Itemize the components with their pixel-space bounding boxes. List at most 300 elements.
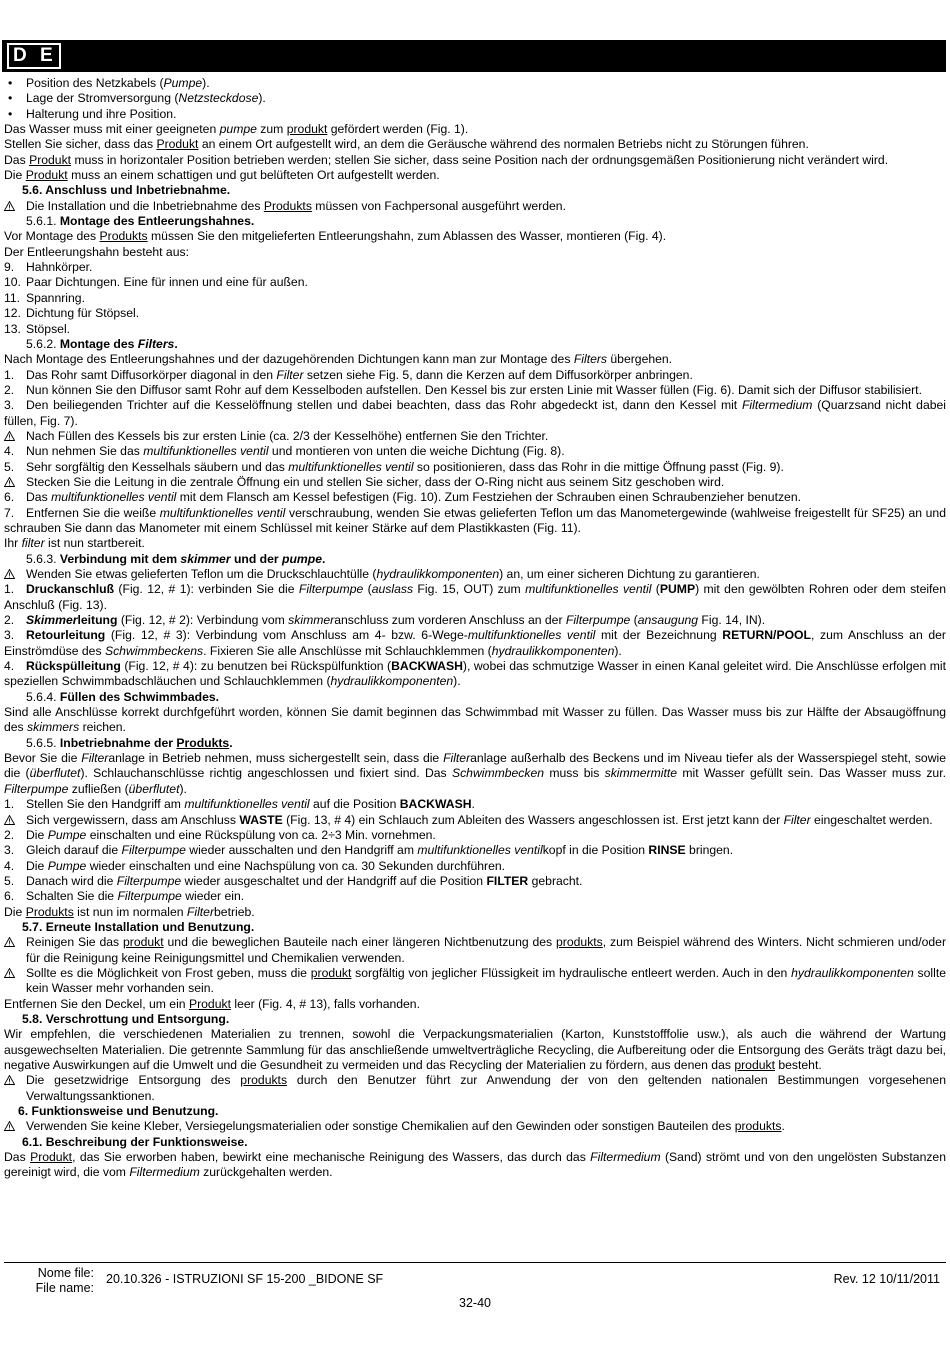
text-run: verschraubung, wenden Sie etwas gelieferten Teflon um das Manometergewinde (wahlweise freigestellt für SF25) an und schrauben Sie dann das Manometer mit einem Schlüssel mit keiner Stärke auf dem Plastikkasten (Fig. 11). bbox=[4, 505, 946, 535]
text-run: BACKWASH bbox=[399, 797, 472, 812]
list-item bbox=[4, 91, 946, 106]
list-item bbox=[4, 843, 946, 858]
text-run: , zum Beispiel während des Winters. Nicht schmieren und/oder für die Reinigung keine Reinigungsmittel und Chemikalien verwenden. bbox=[26, 935, 947, 965]
text-run: Produkt bbox=[156, 137, 199, 152]
text-run: 1. bbox=[4, 797, 15, 812]
text-run: Das Rohr samt Diffusorkörper diagonal in den bbox=[26, 367, 277, 382]
text-run: Hahnkörper. bbox=[26, 260, 93, 275]
text-run: multifunktionelles ventil bbox=[288, 459, 414, 474]
text-run: ), wobei das schmutzige Wasser in einen Kanal geleitet wird. Die Anschlüsse erfolgen mit speziellen Schwimmbadschläuchen und Schlauchklemmen ( bbox=[4, 659, 947, 689]
list-item bbox=[4, 368, 946, 383]
section-heading: 6.1. Beschreibung der Funktionsweise. bbox=[22, 1134, 248, 1149]
text: ). bbox=[202, 76, 210, 90]
subsection-heading bbox=[4, 690, 946, 705]
text-run: produkts bbox=[240, 1073, 288, 1088]
text-run: Schwimmbecken bbox=[451, 766, 545, 781]
text-run: Fig. 15, OUT) zum bbox=[413, 582, 526, 597]
text-run: , zum Anschluss an der Einströmdüse des bbox=[4, 628, 946, 658]
text-run: ). bbox=[179, 781, 187, 796]
text-run: ). Schlauchanschlüsse richtig angeschlossen und fixiert sind. Das bbox=[80, 766, 452, 781]
text-run: 2. bbox=[4, 382, 15, 397]
paragraph bbox=[4, 168, 946, 183]
text-run: leer (Fig. 4, # 13), falls vorhanden. bbox=[230, 996, 420, 1011]
text-run: Bevor Sie die bbox=[4, 751, 82, 766]
text-run: . bbox=[471, 797, 475, 812]
warning-triangle-icon bbox=[4, 201, 16, 211]
text-run: skimmer bbox=[288, 613, 335, 628]
text-run: Montage des Entleerungshahnes. bbox=[59, 214, 255, 229]
list-item bbox=[4, 874, 946, 889]
list-item bbox=[4, 291, 946, 306]
subsection-heading bbox=[4, 214, 946, 229]
text-run: PUMP bbox=[659, 582, 696, 597]
text-run: wieder ausschalten und den Handgriff am bbox=[185, 843, 418, 858]
text-run: 13. bbox=[4, 321, 21, 336]
text-run: zufließen ( bbox=[68, 781, 129, 796]
text-run: Pumpe bbox=[47, 858, 87, 873]
text-run: 5.6.4. bbox=[26, 689, 60, 704]
text-run: Filter bbox=[186, 904, 215, 919]
text-run: multifunktionelles ventil bbox=[467, 628, 596, 643]
section-heading: 6. Funktionsweise und Benutzung. bbox=[18, 1104, 219, 1119]
text-run: RETURN/POOL bbox=[722, 628, 811, 643]
text-run: Sehr sorgfältig den Kesselhals säubern und das bbox=[26, 459, 289, 474]
text-run: , das Sie erworben haben, bewirkt eine mechanische Reinigung des Wassers, das durch das bbox=[72, 1150, 591, 1165]
text-run: Paar Dichtungen. Eine für innen und eine für außen. bbox=[26, 275, 308, 290]
paragraph bbox=[4, 905, 946, 920]
text-run: ) mit den gewölbten Rohren oder dem steifen Anschluß (Fig. 13). bbox=[4, 582, 946, 612]
text-run: ( bbox=[651, 582, 660, 597]
subsection-heading bbox=[4, 337, 946, 352]
text-run: setzen siehe Fig. 5, dann die Kerzen auf dem Diffusorkörper anbringen. bbox=[303, 367, 693, 382]
page-number: 32-40 bbox=[459, 1296, 491, 1310]
text: ). bbox=[258, 91, 266, 106]
text-run: auf die Position bbox=[309, 797, 400, 812]
text-run: zum bbox=[256, 122, 287, 137]
text-run: Filter bbox=[81, 751, 109, 766]
text-run: muss in horizontaler Position betrieben werden; stellen Sie sicher, dass seine Position nach der ordnungsgemäßen Positionierung nicht verändert wird. bbox=[71, 152, 889, 167]
text-run: reichen. bbox=[79, 720, 126, 735]
text-run: multifunktionelles ventil bbox=[184, 797, 310, 812]
text-run: Verwenden Sie keine Kleber, Versiegelungsmaterialien oder sonstige Chemikalien auf den Gewinden oder sonstigen Bauteilen des bbox=[26, 1119, 735, 1134]
text-run: multifunktionelles ventil bbox=[159, 505, 286, 520]
text-run: Die bbox=[26, 858, 48, 873]
text-run: Filterpumpe bbox=[117, 889, 182, 904]
paragraph bbox=[4, 1150, 946, 1181]
text-run: 6. bbox=[4, 889, 15, 904]
text-run: hydraulikkomponenten bbox=[330, 674, 454, 689]
text-run: Das bbox=[26, 490, 52, 505]
list-item bbox=[4, 76, 946, 91]
warning-note bbox=[4, 429, 946, 444]
text: Pumpe bbox=[163, 76, 203, 90]
text-run: 5. bbox=[4, 459, 15, 474]
text-run: überflutet bbox=[29, 766, 81, 781]
list-item bbox=[4, 613, 946, 628]
text-run: Skimmer bbox=[26, 613, 78, 628]
text-run: mit der Bezeichnung bbox=[595, 628, 723, 643]
text-run: Sich vergewissern, dass am Anschluss bbox=[26, 812, 240, 827]
text-run: Nach Füllen des Kessels bis zur ersten Linie (ca. 2/3 der Kesselhöhe) entfernen Sie den Trichter. bbox=[26, 428, 549, 443]
list-item bbox=[4, 828, 946, 843]
text-run: an einem Ort aufgestellt wird, an dem die Geräusche während des normalen Betriebs nicht zu Störungen führen. bbox=[198, 137, 809, 152]
text-run: ) an, um einer sicheren Dichtung zu garantieren. bbox=[499, 567, 760, 581]
text-run: bringen. bbox=[685, 843, 734, 858]
text-run: 4. bbox=[4, 659, 15, 674]
text-run: skimmer bbox=[180, 551, 231, 566]
text-run: ist nun im normalen bbox=[73, 904, 187, 919]
list-item bbox=[4, 398, 946, 429]
paragraph bbox=[4, 137, 946, 152]
text-run: 6. bbox=[4, 490, 15, 505]
text-run: Die bbox=[26, 827, 48, 842]
text-run: Nun können Sie den Diffusor samt Rohr auf dem Kesselboden aufstellen. Den Kessel bis zur ersten Linie mit Wasser füllen (Fig. 6). Damit sich der Diffusor stabilisiert. bbox=[26, 382, 922, 397]
paragraph bbox=[4, 751, 946, 797]
text-run: Die bbox=[4, 168, 26, 183]
list-item bbox=[4, 859, 946, 874]
text-run: Filtermedium bbox=[590, 1150, 661, 1165]
text-run: Sollte es die Möglichkeit von Frost geben, muss die bbox=[26, 965, 311, 980]
text-run: 10. bbox=[4, 275, 21, 290]
text-run: Den beiliegenden Trichter auf die Kesselöffnung stellen und dabei beachten, dass das Rohr abgedeckt ist, dann den Kessel mit bbox=[26, 398, 742, 413]
footer-revision: Rev. 12 10/11/2011 bbox=[833, 1272, 940, 1286]
text-run: Filterpumpe bbox=[116, 873, 182, 888]
warning-triangle-icon bbox=[4, 569, 16, 579]
bullet: • bbox=[8, 91, 13, 106]
text-run: produkt bbox=[310, 965, 352, 980]
text-run: 5. bbox=[4, 873, 15, 888]
text-run: WASTE bbox=[239, 812, 283, 827]
text-run: RINSE bbox=[648, 843, 686, 858]
text-run: eingeschaltet werden. bbox=[810, 812, 933, 827]
text-run: (Fig. 12, # 4): zu benutzen bei Rückspülfunktion ( bbox=[120, 659, 392, 674]
text-run: wieder ein. bbox=[181, 889, 245, 904]
text-run: (Sand) strömt und von den ungelösten Substanzen gereinigt wird, die vom bbox=[4, 1150, 946, 1180]
warning-note bbox=[4, 966, 946, 997]
warning-note bbox=[4, 813, 946, 828]
text-run: Filterpumpe bbox=[298, 582, 364, 597]
text-run: sollte kein Wasser mehr vorhanden sein. bbox=[26, 965, 946, 996]
text-run: BACKWASH bbox=[391, 659, 463, 674]
paragraph bbox=[4, 352, 946, 367]
text-run: Schwimmbeckens bbox=[104, 643, 204, 658]
text-run: anlage in Betrieb nehmen, muss sichergestellt sein, dass die bbox=[108, 751, 444, 766]
text-run: . Fixieren Sie alle Anschlüsse mit Schlauchklemmen ( bbox=[203, 643, 492, 658]
text: Netzsteckdose bbox=[178, 91, 259, 106]
footer-divider bbox=[4, 1262, 946, 1263]
text-run: gefördert werden (Fig. 1). bbox=[327, 122, 469, 137]
text-run: Schalten Sie die bbox=[26, 889, 118, 904]
text-run: Dichtung für Stöpsel. bbox=[26, 306, 140, 321]
text-run: ). bbox=[614, 643, 622, 658]
text-run: kopf in die Position bbox=[542, 843, 649, 858]
text-run: (Fig. 12, # 2): Verbindung vom bbox=[117, 613, 289, 628]
text-run: Die gesetzwidrige Entsorgung des bbox=[26, 1073, 241, 1088]
text-run: so positionieren, dass das Rohr in die mittige Öffnung passt (Fig. 9). bbox=[413, 459, 784, 474]
warning-note bbox=[4, 1119, 946, 1134]
text-run: filter bbox=[21, 536, 45, 551]
text-run: Gleich darauf die bbox=[26, 843, 122, 858]
text-run: Spannring. bbox=[26, 290, 85, 305]
text-run: Inbetriebnahme der bbox=[59, 735, 177, 750]
text-run: 1. bbox=[4, 582, 15, 597]
text-run: und montieren von unten die weiche Dichtung (Fig. 8). bbox=[268, 444, 565, 459]
text-run: 2. bbox=[4, 827, 15, 842]
text-run: Vor Montage des bbox=[4, 229, 100, 244]
text-run: Wir empfehlen, die verschiedenen Materialien zu trennen, sowohl die Verpackungsmaterialien (Karton, Kunststofffolie usw.), als auch die während der Wartung ausgewechselten Materialien. Die getrennte Sammlung für das anschließende umweltverträgliche Recycling, die Aufbereitung oder die Entsorgung des Geräts trägt dazu bei, negative Auswirkungen auf die Umwelt und die Gesundheit zu vermeiden und das Recycling der Materialien zu fördern, aus denen das bbox=[4, 1027, 946, 1072]
language-code: D E bbox=[9, 45, 59, 67]
text-run: Filters bbox=[573, 352, 608, 367]
text-run: Montage des bbox=[59, 336, 138, 351]
text-run: 1. bbox=[4, 367, 15, 382]
text-run: Stöpsel. bbox=[26, 321, 71, 336]
page-footer bbox=[0, 1262, 950, 1322]
text-run: ist nun startbereit. bbox=[44, 536, 145, 551]
text-run: Entfernen Sie die weiße bbox=[26, 505, 160, 520]
text-run: Das bbox=[4, 152, 30, 167]
text-run: müssen Sie den mitgelieferten Entleerungshahn, zum Ablassen des Wasser, montieren (Fig. 4). bbox=[147, 229, 667, 244]
text-run: ansaugung bbox=[637, 613, 699, 628]
text-run: Ihr bbox=[4, 536, 22, 551]
warning-note bbox=[4, 1073, 946, 1104]
text-run: pumpe bbox=[219, 122, 257, 137]
text-run: 11. bbox=[4, 290, 21, 305]
list-item bbox=[4, 306, 946, 321]
text-run: Danach wird die bbox=[26, 873, 117, 888]
list-item bbox=[4, 383, 946, 398]
list-item bbox=[4, 797, 946, 812]
paragraph bbox=[4, 229, 946, 244]
warning-note bbox=[4, 199, 946, 214]
text-run: 5.6.3. bbox=[26, 551, 60, 566]
text-run: Produkts bbox=[99, 229, 148, 244]
text-run: Das Wasser muss mit einer geeigneten bbox=[4, 122, 220, 137]
text-run: 4. bbox=[4, 444, 15, 459]
text-run: Druckanschluß bbox=[26, 582, 115, 597]
text-run: Stellen Sie sicher, dass das bbox=[4, 137, 157, 152]
text-run: skimmermitte bbox=[604, 766, 678, 781]
document-body bbox=[4, 76, 946, 1181]
text-run: einschalten und eine Rückspülung von ca. 2÷3 Min. vornehmen. bbox=[86, 827, 436, 842]
warning-triangle-icon bbox=[4, 1121, 16, 1131]
text-run: 12. bbox=[4, 306, 21, 321]
text: Position des Netzkabels ( bbox=[26, 76, 164, 90]
text-run: Filtermedium bbox=[129, 1165, 200, 1180]
warning-note bbox=[4, 475, 946, 490]
text-run: skimmers bbox=[27, 720, 80, 735]
text-run: Nun nehmen Sie das bbox=[26, 444, 144, 459]
text-run: hydraulikkomponenten bbox=[376, 567, 500, 581]
warning-triangle-icon bbox=[4, 968, 16, 978]
text-run: und der bbox=[230, 551, 283, 566]
text-run: überflutet bbox=[128, 781, 180, 796]
warning-triangle-icon bbox=[4, 477, 16, 487]
text-run: übergehen. bbox=[607, 352, 673, 367]
text-run: Filtermedium bbox=[741, 398, 813, 413]
text-run: produkt bbox=[122, 935, 164, 950]
text-run: Produkt bbox=[29, 152, 72, 167]
text-run: produkts bbox=[734, 1119, 782, 1134]
text-run: muss bis bbox=[544, 766, 605, 781]
text-run: Stecken Sie die Leitung in die zentrale Öffnung ein und stellen Sie sicher, dass der O-Ring nicht aus seinem Sitz geschoben wird. bbox=[26, 474, 725, 489]
text-run: und die beweglichen Bauteile nach einer längeren Nichtbenutzung des bbox=[163, 935, 557, 950]
text-run: Produkt bbox=[30, 1150, 73, 1165]
text-run: anlage außerhalb des Beckens und im Niveau tiefer als der Wasserspiegel steht, sowie die ( bbox=[4, 751, 946, 781]
text-run: Die Installation und die Inbetriebnahme des bbox=[26, 198, 264, 213]
text-run: multifunktionelles ventil bbox=[525, 582, 652, 597]
text-run: multifunktionelles ventil bbox=[143, 444, 269, 459]
text-run: (Fig. 13, # 4) ein Schlauch zum Ableiten des Wassers angeschlossen ist. Erst jetzt kann der bbox=[282, 812, 784, 827]
text-run: produkt bbox=[286, 122, 328, 137]
text-run: Produkts bbox=[176, 735, 230, 750]
paragraph bbox=[4, 122, 946, 137]
paragraph bbox=[4, 1027, 946, 1073]
text: Halterung und ihre Position. bbox=[26, 106, 177, 121]
text-run: hydraulikkomponenten bbox=[791, 965, 914, 980]
text-run: durch den Benutzer führt zur Anwendung der von den geltenden nationalen Bestimmungen vorgesehenen Verwaltungssanktionen. bbox=[26, 1073, 946, 1103]
text-run: 5.6.2. bbox=[26, 336, 60, 351]
text-run: Filterpumpe bbox=[4, 781, 69, 796]
text-run: Das bbox=[4, 1150, 31, 1165]
paragraph: Der Entleerungshahn besteht aus: bbox=[4, 244, 189, 259]
text-run: ( bbox=[363, 582, 372, 597]
text-run: Produkt bbox=[188, 996, 231, 1011]
text-run: auslass bbox=[371, 582, 414, 597]
language-code-box bbox=[7, 43, 61, 69]
text-run: mit Wasser gefüllt sein. Das Wasser muss zur. bbox=[677, 766, 946, 781]
list-item bbox=[4, 628, 946, 659]
text-run: Füllen des Schwimmbades. bbox=[59, 689, 220, 704]
text-run: Filterpumpe bbox=[121, 843, 186, 858]
text-run: müssen von Fachpersonal ausgeführt werden. bbox=[311, 198, 566, 213]
list-item bbox=[4, 889, 946, 904]
text-run: pumpe bbox=[282, 551, 322, 566]
text-run: Retourleitung bbox=[26, 628, 106, 643]
text-run: Rückspülleitung bbox=[26, 659, 121, 674]
text-run: anschluss zum vorderen Anschluss an der bbox=[334, 613, 566, 628]
text-run: zurückgehalten werden. bbox=[199, 1165, 333, 1180]
text-run: Entfernen Sie den Deckel, um ein bbox=[4, 996, 189, 1011]
list-item bbox=[4, 444, 946, 459]
paragraph bbox=[4, 536, 946, 551]
text-run: produkts bbox=[556, 935, 603, 950]
text-run: (Fig. 12, # 1): verbinden Sie die bbox=[114, 582, 299, 597]
list-item bbox=[4, 275, 946, 290]
text-run: produkt bbox=[734, 1058, 775, 1072]
paragraph bbox=[4, 997, 946, 1012]
paragraph bbox=[4, 153, 946, 168]
text-run: Stellen Sie den Handgriff am bbox=[26, 797, 185, 812]
section-heading: 5.6. Anschluss und Inbetriebnahme. bbox=[22, 183, 231, 198]
text-run: Produkt bbox=[25, 168, 68, 183]
text-run: Filter bbox=[443, 751, 471, 766]
text-run: besteht. bbox=[774, 1058, 822, 1072]
text-run: wieder einschalten und eine Nachspülung von ca. 30 Sekunden durchführen. bbox=[86, 858, 506, 873]
text-run: . bbox=[174, 336, 178, 351]
warning-note bbox=[4, 935, 946, 966]
text-run: mit dem Flansch am Kessel befestigen (Fig. 10). Zum Festziehen der Schrauben einen Schraubenzieher benutzen. bbox=[176, 490, 801, 505]
text-run: Wenden Sie etwas gelieferten Teflon um die Druckschlauchtülle ( bbox=[26, 567, 377, 581]
language-banner bbox=[2, 40, 946, 72]
text-run: hydraulikkomponenten bbox=[491, 643, 615, 658]
text-run: Die bbox=[4, 904, 26, 919]
warning-triangle-icon bbox=[4, 1075, 16, 1085]
list-item bbox=[4, 107, 946, 122]
subsection-heading bbox=[4, 552, 946, 567]
text-run: 7. bbox=[4, 505, 15, 520]
warning-note bbox=[4, 567, 946, 582]
text-run: 4. bbox=[4, 858, 15, 873]
text-run: 3. bbox=[4, 628, 15, 643]
list-item bbox=[4, 659, 946, 690]
text-run: Verbindung mit dem bbox=[59, 551, 181, 566]
text-run: Nach Montage des Entleerungshahnes und der dazugehörenden Dichtungen kann man zur Montage des bbox=[4, 352, 574, 367]
text-run: multifunktionelles ventil bbox=[51, 490, 177, 505]
text-run: ( bbox=[630, 613, 638, 628]
text-run: 3. bbox=[4, 398, 15, 413]
text-run: Fig. 14, IN). bbox=[698, 613, 766, 628]
text-run: FILTER bbox=[486, 873, 529, 888]
text-run: 5.6.5. bbox=[26, 735, 60, 750]
subsection-heading bbox=[4, 736, 946, 751]
text-run: (Quarzsand nicht dabei füllen, Fig. 7). bbox=[4, 398, 946, 428]
text-run: Produkts bbox=[25, 904, 74, 919]
text-run: Filters bbox=[137, 336, 175, 351]
text-run: gebracht. bbox=[528, 873, 583, 888]
footer-label-nome: Nome file: bbox=[37, 1266, 94, 1280]
footer-label-file: File name: bbox=[35, 1281, 94, 1295]
text-run: (Fig. 12, # 3): Verbindung vom Anschluss am 4- bzw. 6-Wege- bbox=[105, 628, 468, 643]
text-run: 9. bbox=[4, 260, 15, 275]
text-run: 3. bbox=[4, 843, 15, 858]
text-run: 2. bbox=[4, 613, 15, 628]
text-run: Filter bbox=[276, 367, 304, 382]
list-item bbox=[4, 322, 946, 337]
warning-triangle-icon bbox=[4, 431, 16, 441]
footer-filename: 20.10.326 - ISTRUZIONI SF 15-200 _BIDONE SF bbox=[106, 1272, 384, 1286]
list-item bbox=[4, 490, 946, 505]
list-item bbox=[4, 460, 946, 475]
text-run: leitung bbox=[77, 613, 118, 628]
text-run: Filter bbox=[783, 812, 811, 827]
bullet: • bbox=[8, 106, 13, 121]
text-run: betrieb. bbox=[214, 904, 255, 919]
text-run: Sind alle Anschlüsse korrekt durchfgeführt worden, können Sie damit beginnen das Schwimmbad mit Wasser zu füllen. Das Wasser muss bis zur Hälfte der Absaugöffnung des bbox=[4, 705, 946, 735]
text-run: ). bbox=[453, 674, 461, 689]
warning-triangle-icon bbox=[4, 937, 16, 947]
paragraph bbox=[4, 705, 946, 736]
text-run: Pumpe bbox=[47, 827, 87, 842]
text-run: . bbox=[229, 735, 233, 750]
text-run: multifunktionelles ventil bbox=[417, 843, 543, 858]
list-item bbox=[4, 260, 946, 275]
text-run: wieder ausgeschaltet und der Handgriff auf die Position bbox=[181, 873, 487, 888]
text-run: Reinigen Sie das bbox=[26, 935, 123, 950]
text-run: . bbox=[781, 1119, 785, 1134]
text-run: Filterpumpe bbox=[565, 613, 631, 628]
list-item bbox=[4, 582, 946, 613]
section-heading: 5.8. Verschrottung und Entsorgung. bbox=[22, 1011, 230, 1026]
text-run: . bbox=[321, 551, 326, 566]
footer-labels bbox=[30, 1266, 94, 1296]
text-run: sorgfältig von jeglicher Flüssigkeit im hydraulische entleert werden. Auch in den bbox=[351, 965, 792, 980]
list-item bbox=[4, 506, 946, 537]
text-run: Produkts bbox=[263, 198, 312, 213]
warning-triangle-icon bbox=[4, 815, 16, 825]
text-run: 5.6.1. bbox=[26, 214, 60, 229]
text-run: muss an einem schattigen und gut belüfteten Ort aufgestellt werden. bbox=[67, 168, 440, 183]
section-heading: 5.7. Erneute Installation und Benutzung. bbox=[22, 919, 255, 934]
